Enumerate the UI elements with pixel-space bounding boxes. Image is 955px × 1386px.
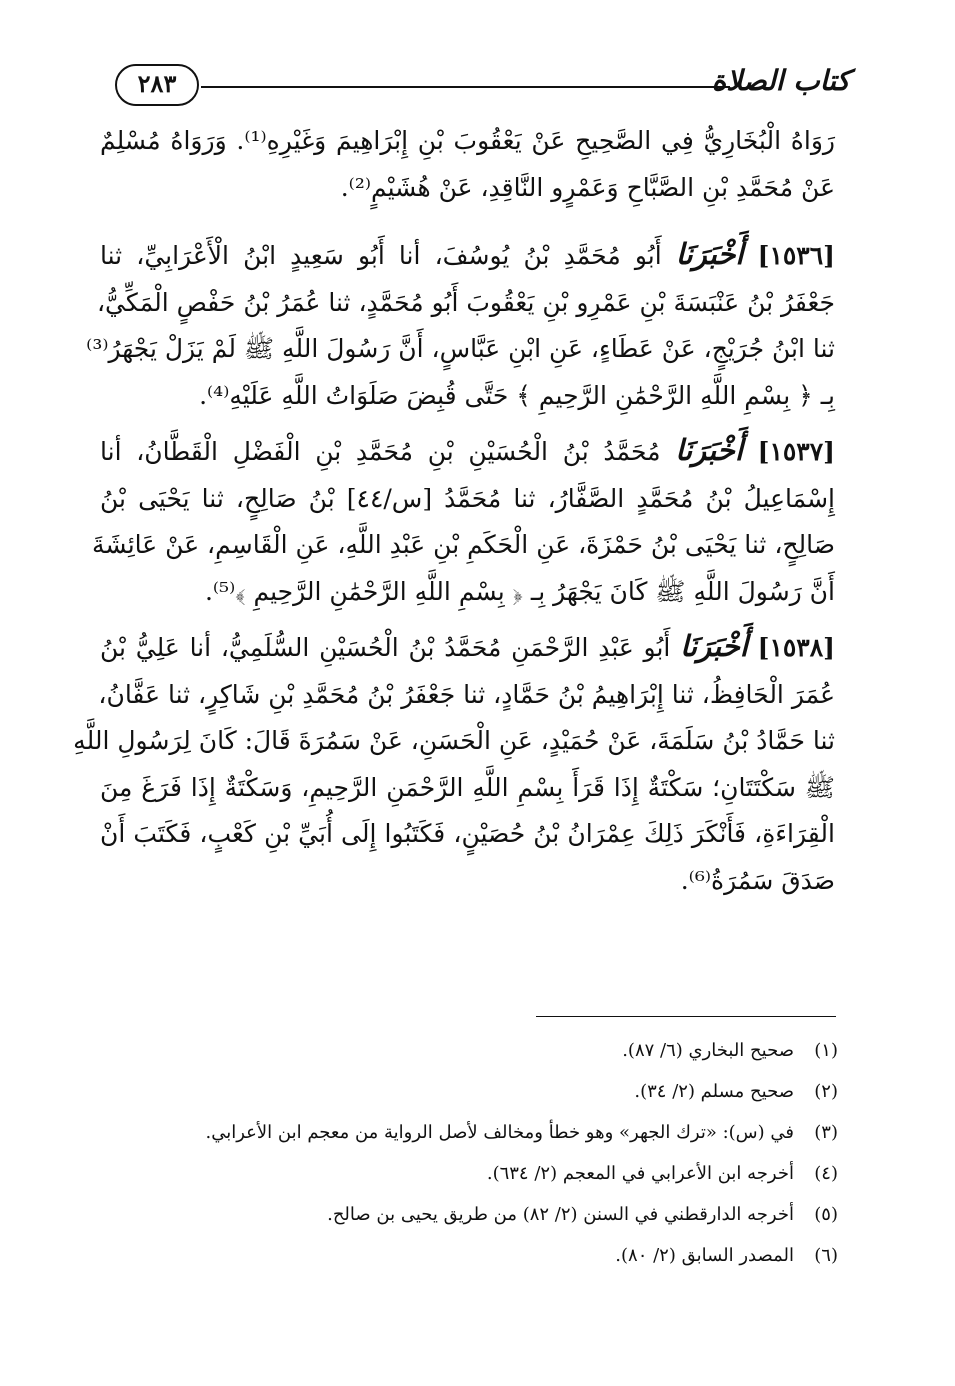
footnote-number: (١) — [814, 1040, 838, 1061]
text-line: الْقِرَاءَةِ، فَأَنْكَرَ ذَلِكَ عِمْرَانُ بْنُ حُصَيْنٍ، فَكَتَبُوا إِلَى أُبَيِّ بْنِ كَعْبٍ، فَكَتَبَ أَنْ — [100, 819, 835, 848]
hadith-number: [١٥٣٧] — [757, 437, 836, 466]
footnote-text: صحيح البخاري (٦/ ٨٧). — [622, 1040, 794, 1061]
footnote — [150, 1204, 838, 1245]
footnote — [150, 1040, 838, 1081]
text-line: عَنْ مُحَمَّدِ بْنِ الصَّبَّاحِ وَعَمْرٍو النَّاقِدِ، عَنْ هُشَيْمٍ⁽²⁾. — [340, 172, 835, 202]
text-line: جَعْفَرُ بْنُ عَنْبَسَةَ بْنِ عَمْرِو بْنِ يَعْقُوبَ أَبُو مُحَمَّدٍ، ثنا عُمَرُ بْنُ حَفْصٍ الْمَكِّيُّ، — [96, 287, 835, 317]
text-line: ﷺ سَكْتَتَانِ؛ سَكْتَةٌ إِذَا قَرَأَ بِسْمِ اللَّهِ الرَّحْمَنِ الرَّحِيمِ، وَسَكْتَةٌ إِذَا فَرَغَ مِنَ — [100, 772, 835, 802]
akhbarana-lead: أَخْبَرَنَا — [675, 433, 743, 467]
text-line: رَوَاهُ الْبُخَارِيُّ فِي الصَّحِيحِ عَنْ يَعْقُوبَ بْنِ إِبْرَاهِيمَ وَغَيْرِهِ⁽¹⁾. وَرَوَاهُ مُسْلِمٌ — [100, 126, 835, 155]
main-text — [73, 118, 836, 912]
paragraph-intro — [100, 118, 835, 211]
footnote — [150, 1081, 838, 1122]
text-line — [100, 427, 835, 476]
hadith-1536 — [86, 231, 835, 419]
footnote-number: (٤) — [814, 1163, 838, 1184]
page-header — [105, 60, 850, 110]
akhbarana-lead: أَخْبَرَنَا — [675, 237, 744, 271]
footnote — [150, 1245, 838, 1286]
footnote-number: (٦) — [814, 1245, 838, 1266]
text-line: إِسْمَاعِيلُ بْنُ مُحَمَّدٍ الصَّفَّارُ، ثنا مُحَمَّدُ [س/٤٤] بْنُ صَالِحٍ، ثنا يَحْيَى بْنُ — [100, 483, 836, 513]
footnotes — [150, 1040, 838, 1286]
footnote-number: (٢) — [814, 1081, 838, 1102]
hadith-number: [١٥٣٨] — [757, 633, 835, 662]
text-span: مُحَمَّدُ بْنُ الْحُسَيْنِ بْنِ مُحَمَّدِ بْنِ الْفَضْلِ الْقَطَّانُ، أنا — [100, 437, 661, 466]
text-line: عُمَرَ الْحَافِظُ، ثنا إِبْرَاهِيمُ بْنُ حَمَّادٍ، ثنا جَعْفَرُ بْنُ مُحَمَّدِ بْنِ شَاكِرٍ، ثنا عَفَّانُ، — [98, 679, 835, 709]
hadith-1537 — [92, 427, 836, 615]
footnote-number: (٥) — [814, 1204, 838, 1225]
text-line: بِـ ﴿ بِسْمِ اللَّهِ الرَّحْمَٰنِ الرَّحِيمِ ﴾ حَتَّى قُبِضَ صَلَوَاتُ اللَّهِ عَلَيْهِ⁽⁴⁾. — [199, 380, 835, 410]
text-line — [100, 231, 835, 280]
footnote-text: أخرجه الدارقطني في السنن (٢/ ٨٢) من طريق يحيى بن صالح. — [327, 1204, 794, 1225]
text-line: صَالِحٍ، ثنا يَحْيَى بْنُ حَمْزَةَ، عَنِ الْحَكَمِ بْنِ عَبْدِ اللَّهِ، عَنِ الْقَاسِمِ، عَنْ عَائِشَةَ — [92, 530, 835, 559]
text-span: أَبُو مُحَمَّدِ بْنُ يُوسُفَ، أنا أَبُو سَعِيدٍ ابْنُ الْأَعْرَابِيِّ، ثنا — [100, 241, 662, 270]
footnote-text: في (س): «ترك الجهر» وهو خطأ ومخالف لأصل الرواية من معجم ابن الأعرابي. — [205, 1122, 794, 1143]
footnote-number: (٣) — [814, 1122, 838, 1143]
footnote — [150, 1122, 838, 1163]
text-line: صَدَقَ سَمُرَةُ⁽⁶⁾. — [680, 865, 835, 895]
footnote-separator — [536, 1016, 836, 1017]
footnote-text: أخرجه ابن الأعرابي في المعجم (٢/ ٦٣٤). — [486, 1163, 794, 1184]
page-number: ٢٨٣ — [115, 64, 199, 106]
text-line: ثنا ابْنُ جُرَيْجٍ، عَنْ عَطَاءٍ، عَنِ ابْنِ عَبَّاسٍ، أَنَّ رَسُولَ اللَّهِ ﷺ لَمْ يَزَلْ يَجْهَرُ⁽³⁾ — [86, 334, 835, 363]
hadith-1538 — [73, 623, 835, 904]
hadith-number: [١٥٣٦] — [757, 241, 835, 270]
akhbarana-lead: أَخْبَرَنَا — [680, 629, 748, 663]
footnote-text: المصدر السابق (٢/ ٨٠). — [615, 1245, 794, 1266]
footnote — [150, 1163, 838, 1204]
text-span: أَبُو عَبْدِ الرَّحْمَنِ مُحَمَّدُ بْنُ الْحُسَيْنِ السُّلَمِيُّ، أنا عَلِيُّ بْنُ — [100, 633, 671, 662]
book-title: كتاب الصلاة — [711, 64, 850, 97]
footnote-text: صحيح مسلم (٢/ ٣٤). — [634, 1081, 794, 1102]
text-line: أَنَّ رَسُولَ اللَّهِ ﷺ كَانَ يَجْهَرُ بِـ ﴿ بِسْمِ اللَّهِ الرَّحْمَٰنِ الرَّحِيمِ ﴾⁽⁵⁾. — [204, 576, 835, 606]
text-line: ثنا حَمَّادُ بْنُ سَلَمَةَ، عَنْ حُمَيْدٍ، عَنِ الْحَسَنِ، عَنْ سَمُرَةَ قَالَ: كَانَ لِرَسُولِ اللَّهِ — [73, 726, 835, 755]
header-rule — [201, 86, 730, 88]
text-line — [100, 623, 835, 672]
